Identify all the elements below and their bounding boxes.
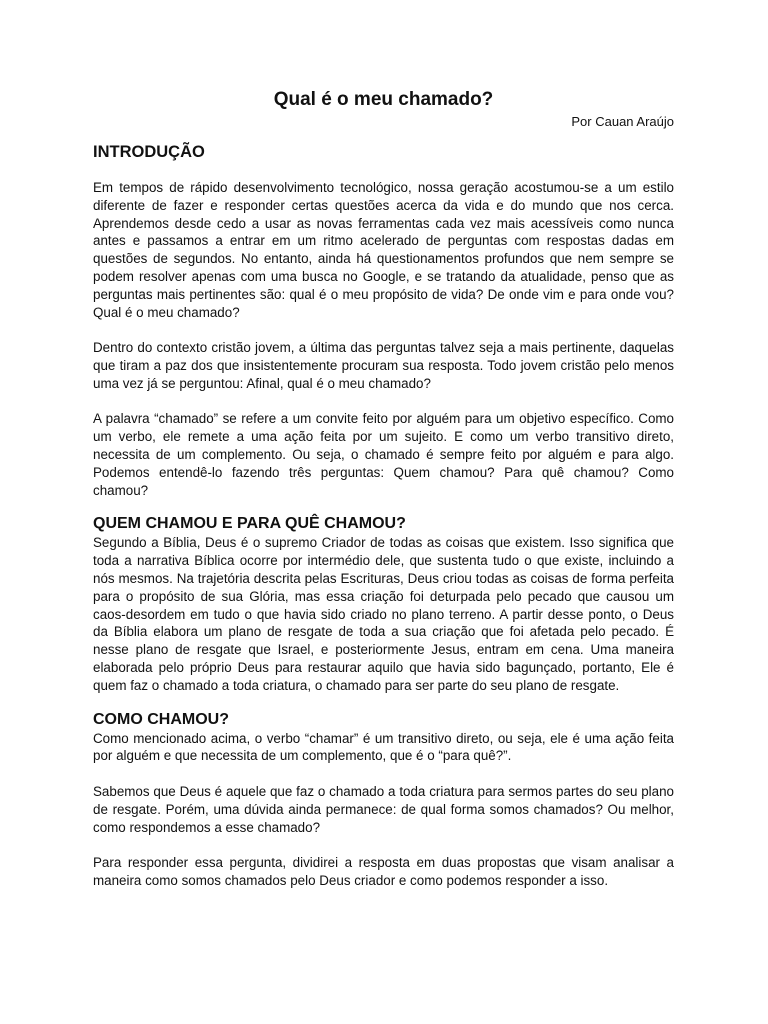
section-heading-quem-chamou: QUEM CHAMOU E PARA QUÊ CHAMOU? (93, 515, 406, 533)
document-title: Qual é o meu chamado? (273, 89, 494, 110)
intro-paragraph-2: Dentro do contexto cristão jovem, a última das perguntas talvez seja a mais pertinente, daquelas que tiram a paz dos que insistentemente procuram sua resposta. Todo jovem cristão pelo menos uma vez já se perguntou: Afinal, qual é o meu chamado? (93, 340, 674, 391)
section1-paragraph-1: Segundo a Bíblia, Deus é o supremo Criador de todas as coisas que existem. Isso significa que toda a narrativa Bíblica ocorre por intermédio dele, que sustenta tudo o que existe, incluindo a nós mesmos. Na trajetória descrita pelas Escrituras, Deus criou todas as coisas de forma perfeita para o propósito de sua Glória, mas essa criação foi deturpada pelo pecado que causou um caos-desordem em tudo o que havia sido criado no plano terreno. A partir desse ponto, o Deus da Bíblia elabora um plano de resgate de toda a sua criação que foi afetada pelo pecado. É nesse plano de resgate que Israel, e posteriormente Jesus, entram em cena. Uma maneira elaborada pelo próprio Deus para restaurar aquilo que havia sido bagunçado, portanto, Ele é quem faz o chamado a toda criatura, o chamado para ser parte do seu plano de resgate. (93, 535, 674, 693)
intro-paragraph-3: A palavra “chamado” se refere a um convite feito por alguém para um objetivo específico. Como um verbo, ele remete a uma ação feita por um sujeito. E como um verbo transitivo direto, necessita de um complemento. Ou seja, o chamado é sempre feito por alguém e para algo. Podemos entendê-lo fazendo três perguntas: Quem chamou? Para quê chamou? Como chamou? (93, 411, 674, 498)
introduction-heading: INTRODUÇÃO (93, 143, 205, 161)
author-line: Por Cauan Araújo (571, 114, 674, 129)
section2-paragraph-2: Sabemos que Deus é aquele que faz o chamado a toda criatura para sermos partes do seu plano de resgate. Porém, uma dúvida ainda permanece: de qual forma somos chamados? Ou melhor, como respondemos a esse chamado? (93, 783, 674, 835)
section2-paragraph-3: Para responder essa pergunta, dividirei a resposta em duas propostas que visam analisar a maneira como somos chamados pelo Deus criador e como podemos responder a isso. (93, 855, 674, 888)
section-heading-como-chamou: COMO CHAMOU? (93, 710, 229, 728)
intro-paragraph-1: Em tempos de rápido desenvolvimento tecnológico, nossa geração acostumou-se a um estilo diferente de fazer e responder certas questões acerca da vida e do mundo que nos cerca. Aprendemos desde cedo a usar as novas ferramentas cada vez mais acessíveis como nunca antes e passamos a entrar em um ritmo acelerado de perguntas com respostas dadas em questões de segundos. No entanto, ainda há questionamentos profundos que nem sempre se podem resolver apenas com uma busca no Google, e se tratando da atualidade, penso que as perguntas mais pertinentes são: qual é o meu propósito de vida? De onde vim e para onde vou? Qual é o meu chamado? (93, 180, 674, 320)
section2-paragraph-1: Como mencionado acima, o verbo “chamar” é um transitivo direto, ou seja, ele é uma ação feita por alguém e que necessita de um complemento, que é o “para quê?”. (93, 730, 674, 764)
